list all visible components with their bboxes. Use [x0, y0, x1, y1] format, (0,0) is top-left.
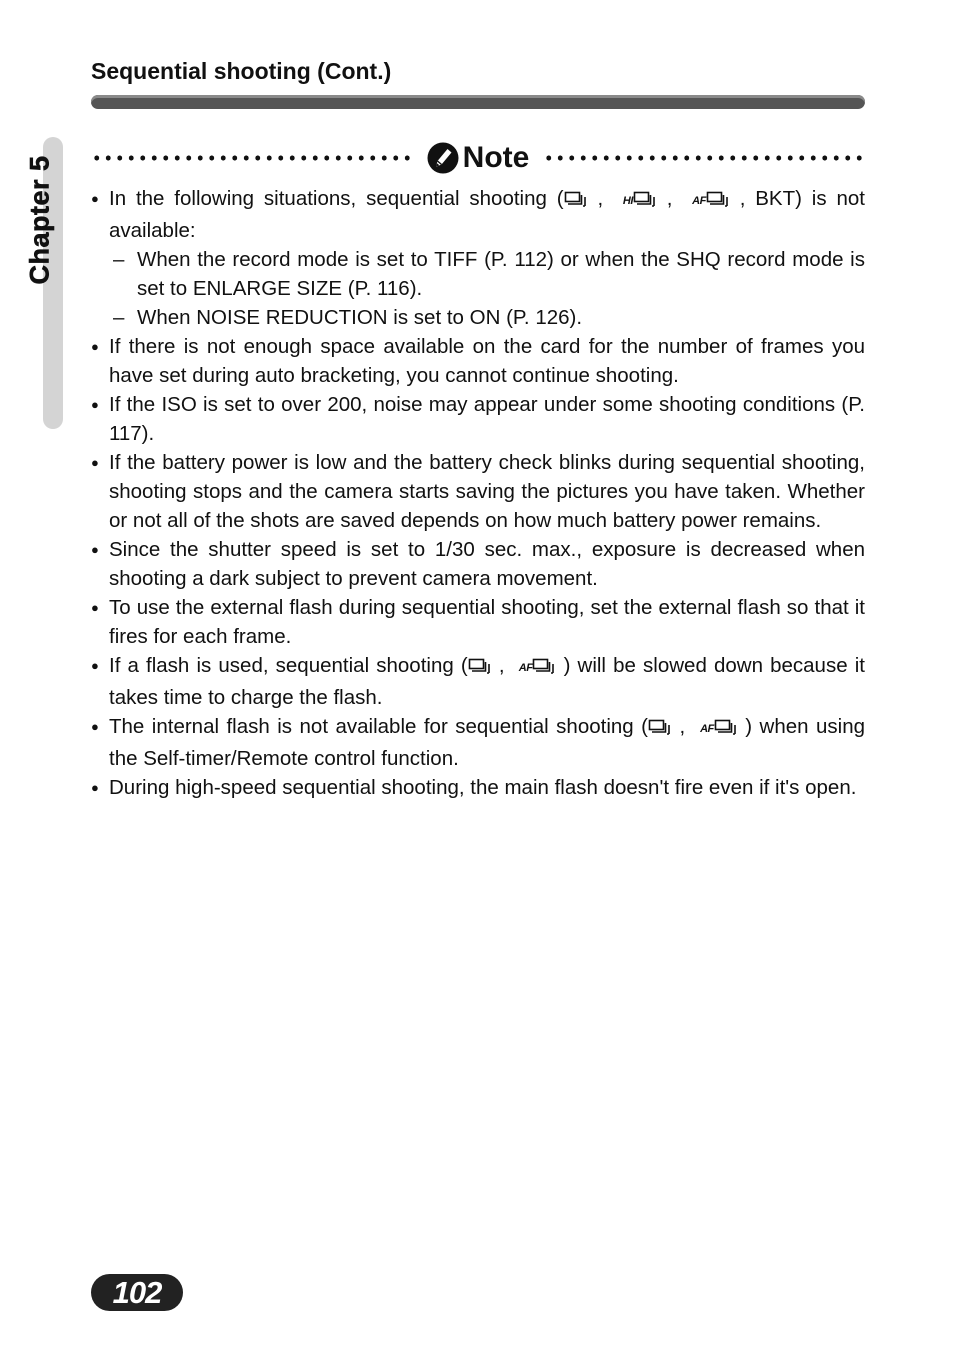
list-item: ● During high-speed sequential shooting, the main flash doesn't fire even if it's open. — [91, 773, 865, 802]
list-subitem: – When the record mode is set to TIFF (P. 112) or when the SHQ record mode is set to ENLARGE SIZE (P. 116). — [113, 248, 865, 300]
af-label: AF — [692, 195, 706, 207]
dotted-rule-left — [91, 155, 413, 161]
page-number: 102 — [91, 1274, 183, 1311]
title-rule — [91, 95, 865, 109]
af-label: AF — [518, 662, 533, 674]
pencil-note-icon — [427, 142, 459, 174]
af-sequential-shooting-icon — [714, 719, 738, 735]
list-item: ● If there is not enough space available on the card for the number of frames you have set during auto bracketing, you cannot continue shooting. — [91, 332, 865, 390]
list-item: ● In the following situations, sequential shooting ( , HI , AF , BKT) is not available: — [91, 184, 865, 245]
list-item: ● To use the external flash during sequential shooting, set the external flash so that it fires for each frame. — [91, 593, 865, 651]
note-title — [427, 141, 530, 175]
note-content — [91, 184, 865, 802]
list-item: ● If a flash is used, sequential shooting ( , AF ) will be slowed down because it takes time to charge the flash. — [91, 651, 865, 712]
note-title-text: Note — [462, 141, 530, 174]
af-label: AF — [700, 723, 714, 735]
list-item: ● The internal flash is not available for sequential shooting ( , AF ) when using the Self-timer/Remote control function. — [91, 712, 865, 773]
sequential-shooting-icon — [564, 191, 588, 207]
list-item: ● If the battery power is low and the battery check blinks during sequential shooting, shooting stops and the camera starts saving the pictures you have taken. Whether or not all of the shots are saved depends on how much battery power remains. — [91, 448, 865, 535]
chapter-label: Chapter 5 — [24, 155, 55, 285]
af-sequential-shooting-icon — [532, 658, 556, 674]
af-sequential-shooting-icon — [706, 191, 730, 207]
list-item: ● If the ISO is set to over 200, noise may appear under some shooting conditions (P. 117). — [91, 390, 865, 448]
list-item: ● Since the shutter speed is set to 1/30 sec. max., exposure is decreased when shooting a dark subject to prevent camera movement. — [91, 535, 865, 593]
dotted-rule-right — [543, 155, 865, 161]
list-subitem: – When NOISE REDUCTION is set to ON (P. 126). — [113, 306, 583, 329]
hi-sequential-shooting-icon — [633, 191, 657, 207]
section-title: Sequential shooting (Cont.) — [91, 58, 392, 84]
note-header — [91, 138, 865, 178]
hi-label: HI — [622, 195, 633, 207]
sequential-shooting-icon — [648, 719, 672, 735]
sequential-shooting-icon — [468, 658, 492, 674]
